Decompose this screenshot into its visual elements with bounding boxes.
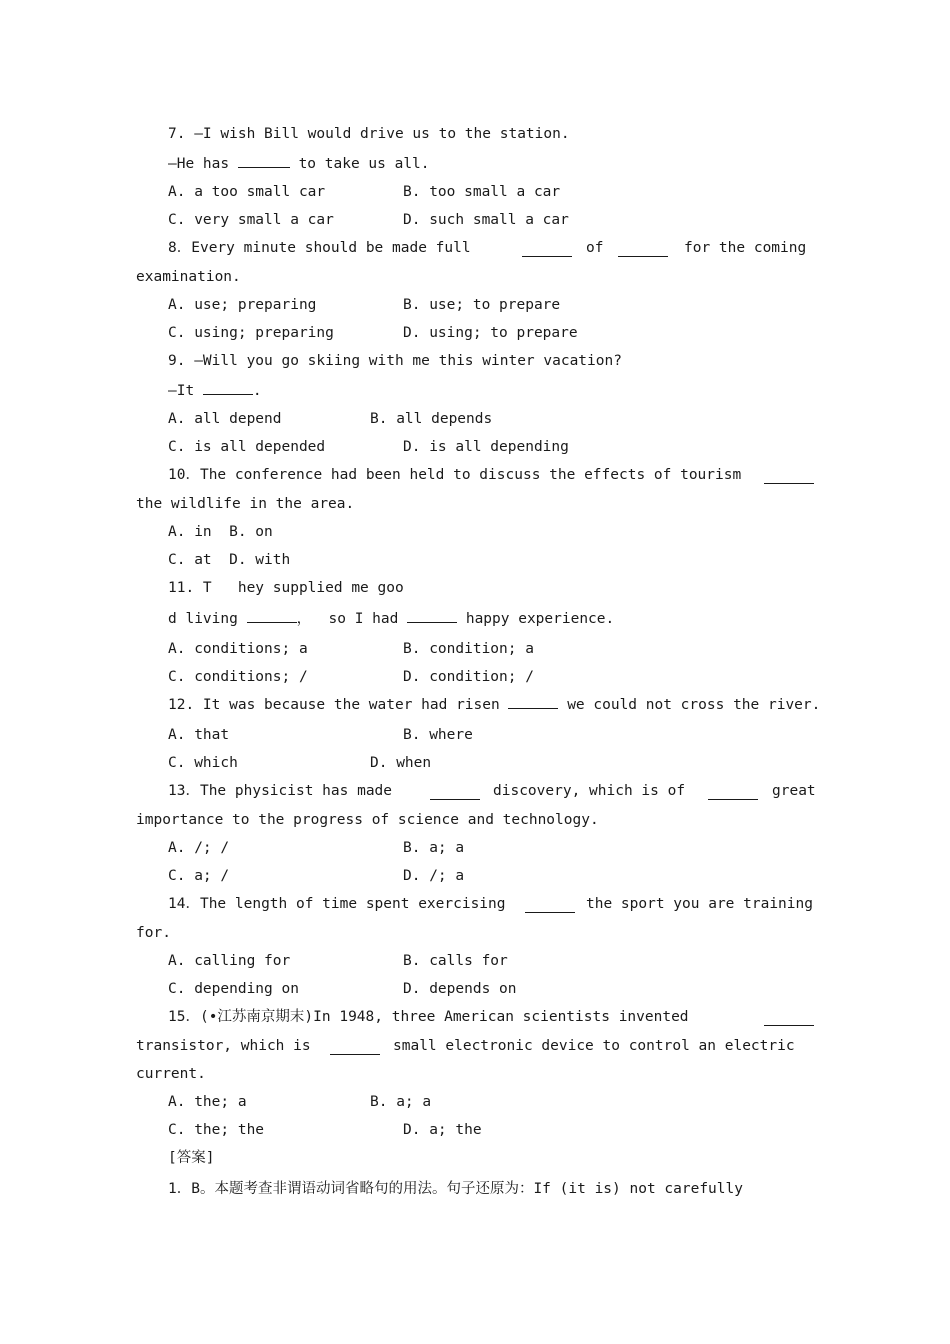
q13-option-d: D. /; a [403,868,465,884]
q14-stem-part1: 14．The length of time spent exercising [168,896,506,912]
blank [238,155,290,168]
q11-stem-line2: d living ， so I had happy experience. [168,611,615,627]
q7-option-a: A. a too small car [168,184,326,200]
q14-stem-cont: for. [136,925,171,941]
q15-option-d: D. a; the [403,1122,482,1138]
q13-stem-part1: 13．The physicist has made [168,783,393,799]
q12-option-b: B. where [403,727,473,743]
q8-option-c: C. using; preparing [168,325,334,341]
q14-option-b: B. calls for [403,953,508,969]
q13-blank-2 [708,799,758,800]
q10-options-ab: A. in B. on [168,524,273,540]
q7-option-b: B. too small a car [403,184,561,200]
q8-option-d: D. using; to prepare [403,325,578,341]
q7-option-c: C. very small a car [168,212,334,228]
q11-option-b: B. condition; a [403,641,534,657]
q15-stem-line2-part1: transistor, which is [136,1038,311,1054]
blank [508,696,558,709]
q10-stem: 10．The conference had been held to discuss the effects of tourism [168,467,742,483]
q14-blank [525,912,575,913]
q13-option-c: C. a; / [168,868,230,884]
q13-option-b: B. a; a [403,840,465,856]
q14-option-d: D. depends on [403,981,517,997]
q13-blank-1 [430,799,480,800]
q8-stem-part2: of [586,240,604,256]
q15-stem-cont: current. [136,1066,206,1082]
q11-option-d: D. condition; / [403,669,534,685]
q9-stem: 9. —Will you go skiing with me this winter vacation? [168,353,622,369]
blank [203,382,253,395]
q12-option-d: D. when [370,755,432,771]
q13-stem-cont: importance to the progress of science and technology. [136,812,599,828]
q8-stem-part1: 8．Every minute should be made full [168,240,471,256]
q15-stem: 15．(•江苏南京期末)In 1948, three American scientists invented [168,1009,689,1025]
q15-stem-line2-part2: small electronic device to control an electric [393,1038,795,1054]
q14-option-c: C. depending on [168,981,299,997]
q12-option-a: A. that [168,727,230,743]
q9-reply: —It . [168,383,262,399]
q12-stem: 12. It was because the water had risen we could not cross the river. [168,697,821,713]
q15-option-b: B. a; a [370,1094,432,1110]
answers-heading: [答案] [168,1150,215,1166]
q15-option-c: C. the; the [168,1122,265,1138]
q9-option-d: D. is all depending [403,439,569,455]
q9-option-b: B. all depends [370,411,493,427]
q13-stem-part3: great [772,783,816,799]
blank [407,610,457,623]
q9-option-c: C. is all depended [168,439,326,455]
q11-option-a: A. conditions; a [168,641,308,657]
q14-stem-part2: the sport you are training [586,896,813,912]
q15-option-a: A. the; a [168,1094,247,1110]
q10-stem-cont: the wildlife in the area. [136,496,355,512]
blank [247,610,297,623]
q11-stem-line1: 11. T hey supplied me goo [168,580,404,596]
q15-blank-1 [764,1025,814,1026]
q8-stem-cont: examination. [136,269,241,285]
q13-stem-part2: discovery, which is of [493,783,686,799]
q8-option-a: A. use; preparing [168,297,317,313]
q11-option-c: C. conditions; / [168,669,308,685]
q13-option-a: A. /; / [168,840,230,856]
q7-stem: 7. —I wish Bill would drive us to the station. [168,126,570,142]
q9-option-a: A. all depend [168,411,282,427]
q7-reply: —He has to take us all. [168,156,430,172]
q15-blank-2 [330,1054,380,1055]
q8-stem-part3: for the coming [684,240,807,256]
q14-option-a: A. calling for [168,953,291,969]
q7-option-d: D. such small a car [403,212,569,228]
q8-option-b: B. use; to prepare [403,297,561,313]
q8-blank-1 [522,256,572,257]
q12-option-c: C. which [168,755,238,771]
q8-blank-2 [618,256,668,257]
q10-blank [764,483,814,484]
q10-options-cd: C. at D. with [168,552,291,568]
answer-1: 1．B。本题考查非谓语动词省略句的用法。句子还原为：If (it is) not carefully [168,1181,743,1197]
